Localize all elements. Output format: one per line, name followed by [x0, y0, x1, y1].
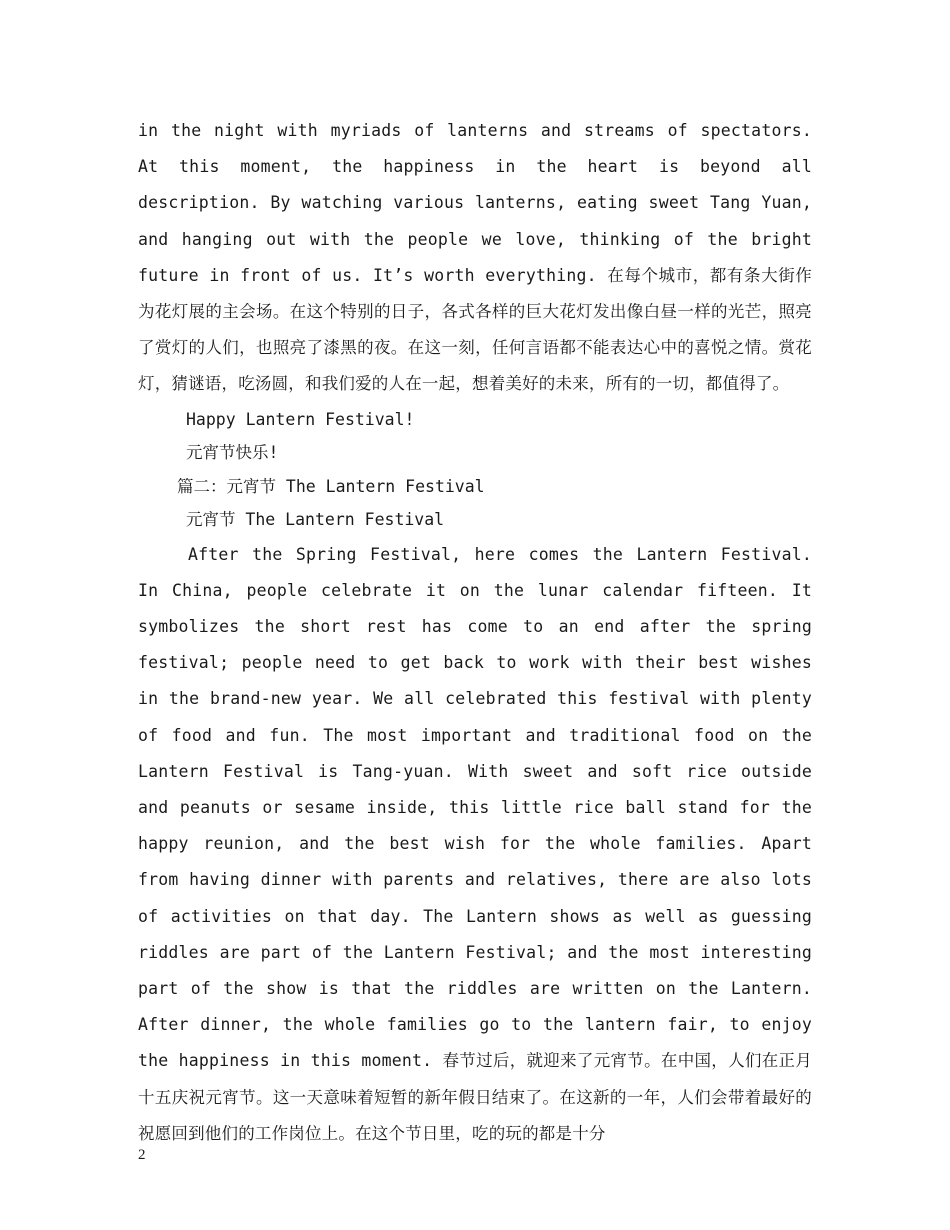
page-number: 2: [138, 1147, 146, 1163]
greeting-chinese: 元宵节快乐!: [186, 443, 279, 463]
essay-title: 元宵节 The Lantern Festival: [186, 510, 445, 530]
body-text: [138, 113, 812, 1152]
greeting-english: Happy Lantern Festival!: [186, 409, 415, 429]
section-heading: 篇二：元宵节 The Lantern Festival: [177, 476, 485, 496]
paragraph-essay: After the Spring Festival, here comes the Lantern Festival. In China, people celebrate it on the lunar calendar fifteen. It symbolizes the short rest has come to an end after the spring festival; people need to get back to work with their best wishes in the brand-new year. We all celebrated this festival with plenty of food and fun. The most important and traditional food on the Lantern Festival is Tang-yuan. With sweet and soft rice outside and peanuts or sesame inside, this little rice ball stand for the happy reunion, and the best wish for the whole families. Apart from having dinner with parents and relatives, there are also lots of activities on that day. The Lantern shows as well as guessing riddles are part of the Lantern Festival; and the most interesting part of the show is that the riddles are written on the Lantern. After dinner, the whole families go to the lantern fair, to enjoy the happiness in this moment. 春节过后，就迎来了元宵节。在中国，人们在正月十五庆祝元宵节。这一天意味着短暂的新年假日结束了。在这新的一年，人们会带着最好的祝愿回到他们的工作岗位上。在这个节日里，吃的玩的都是十分: [138, 544, 812, 1143]
paragraph-continued: in the night with myriads of lanterns and streams of spectators. At this moment, the happiness in the heart is beyond all description. By watching various lanterns, eating sweet Tang Yuan, and hanging out with the people we love, thinking of the bright future in front of us. It’s worth everything. 在每个城市，都有条大街作为花灯展的主会场。在这个特别的日子，各式各样的巨大花灯发出像白昼一样的光芒，照亮了赏灯的人们，也照亮了漆黑的夜。在这一刻，任何言语都不能表达心中的喜悦之情。赏花灯，猜谜语，吃汤圆，和我们爱的人在一起，想着美好的未来，所有的一切，都值得了。: [138, 121, 812, 394]
